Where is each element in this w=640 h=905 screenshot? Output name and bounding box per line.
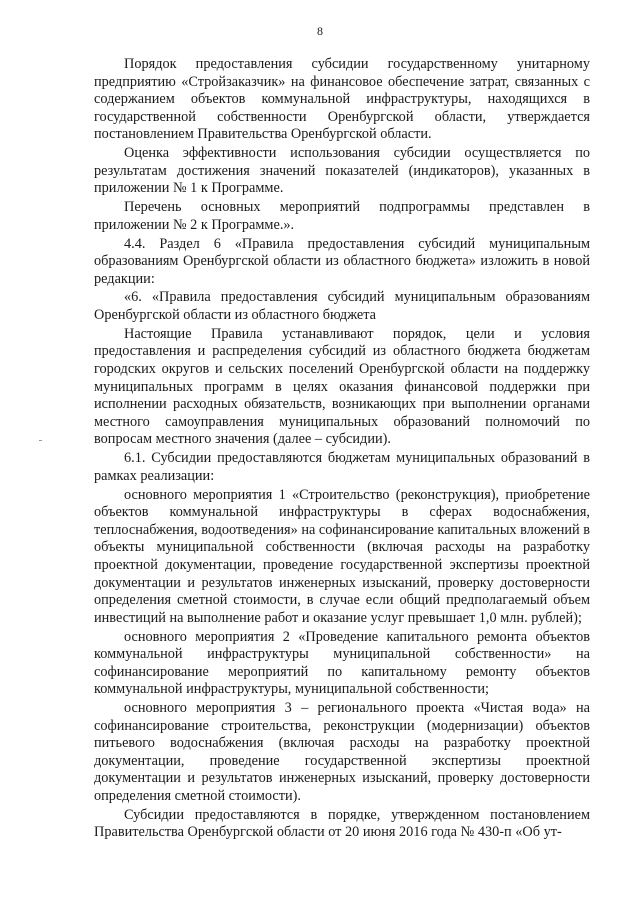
paragraph-6-1: 6.1. Субсидии предоставляются бюджетам муниципальных образований в рамках реализации:	[94, 450, 590, 484]
paragraph-activity-2: основного мероприятия 2 «Проведение капитального ремонта объектов коммунальной инфраструктуры муниципальной собственности» на софинансирование мероприятий по капитальному ремонту объектов коммунальной инфраструктуры, муниципальной собственности;	[94, 628, 590, 698]
paragraph-section-6-amendment: 4.4. Раздел 6 «Правила предоставления субсидий муниципальным образованиям Оренбургской области из областного бюджета» изложить в новой редакции:	[94, 235, 590, 287]
document-body	[94, 56, 590, 843]
paragraph-rules-scope: Настоящие Правила устанавливают порядок, цели и условия предоставления и распределения субсидий из областного бюджета бюджетам городских округов и сельских поселений Оренбургской области на поддержку муниципальных программ в целях оказания финансовой поддержки при исполнении расходных обязательств, возникающих при выполнении органами местного самоуправления муниципальных образований полномочий по вопросам местного значения (далее – субсидии).	[94, 325, 590, 448]
paragraph-section-6-title: «6. «Правила предоставления субсидий муниципальным образованиям Оренбургской области из областного бюджета	[94, 289, 590, 324]
page-number: 8	[317, 24, 323, 38]
paragraph-subsidy-procedure: Порядок предоставления субсидии государственному унитарному предприятию «Стройзаказчик» на финансовое обеспечение затрат, связанных с содержанием объектов коммунальной инфраструктуры, находящихся в государственной собственности Оренбургской области, утверждается постановлением Правительства Оренбургской области.	[94, 56, 590, 143]
paragraph-activity-1: основного мероприятия 1 «Строительство (реконструкция), приобретение объектов коммунальной инфраструктуры в сферах водоснабжения, теплоснабжения, водоотведения» на софинансирование капитальных вложений в объекты муниципальной собственности (включая расходы на разработку проектной документации, проведение государственной экспертизы проектной документации и результатов инженерных изысканий, проверку достоверности определения сметной стоимости, в случае если общий предполагаемый объем инвестиций на выполнение работ и оказание услуг превышает 1,0 млн. рублей);	[94, 486, 590, 626]
paragraph-efficiency-assessment: Оценка эффективности использования субсидии осуществляется по результатам достижения значений показателей (индикаторов), указанных в приложении № 1 к Программе.	[94, 145, 590, 197]
paragraph-activities-list: Перечень основных мероприятий подпрограммы представлен в приложении № 2 к Программе.».	[94, 199, 590, 233]
paragraph-activity-3: основного мероприятия 3 – регионального проекта «Чистая вода» на софинансирование строительства, реконструкции (модернизации) объектов питьевого водоснабжения (включая расходы на разработку проектной документации, проведение государственной экспертизы проектной документации и результатов инженерных изысканий, проверку достоверности определения сметной стоимости).	[94, 700, 590, 805]
paragraph-procedure-reference: Субсидии предоставляются в порядке, утвержденном постановлением Правительства Оренбургской области от 20 июня 2016 года № 430-п «Об ут-	[94, 806, 590, 841]
margin-mark	[39, 440, 42, 441]
